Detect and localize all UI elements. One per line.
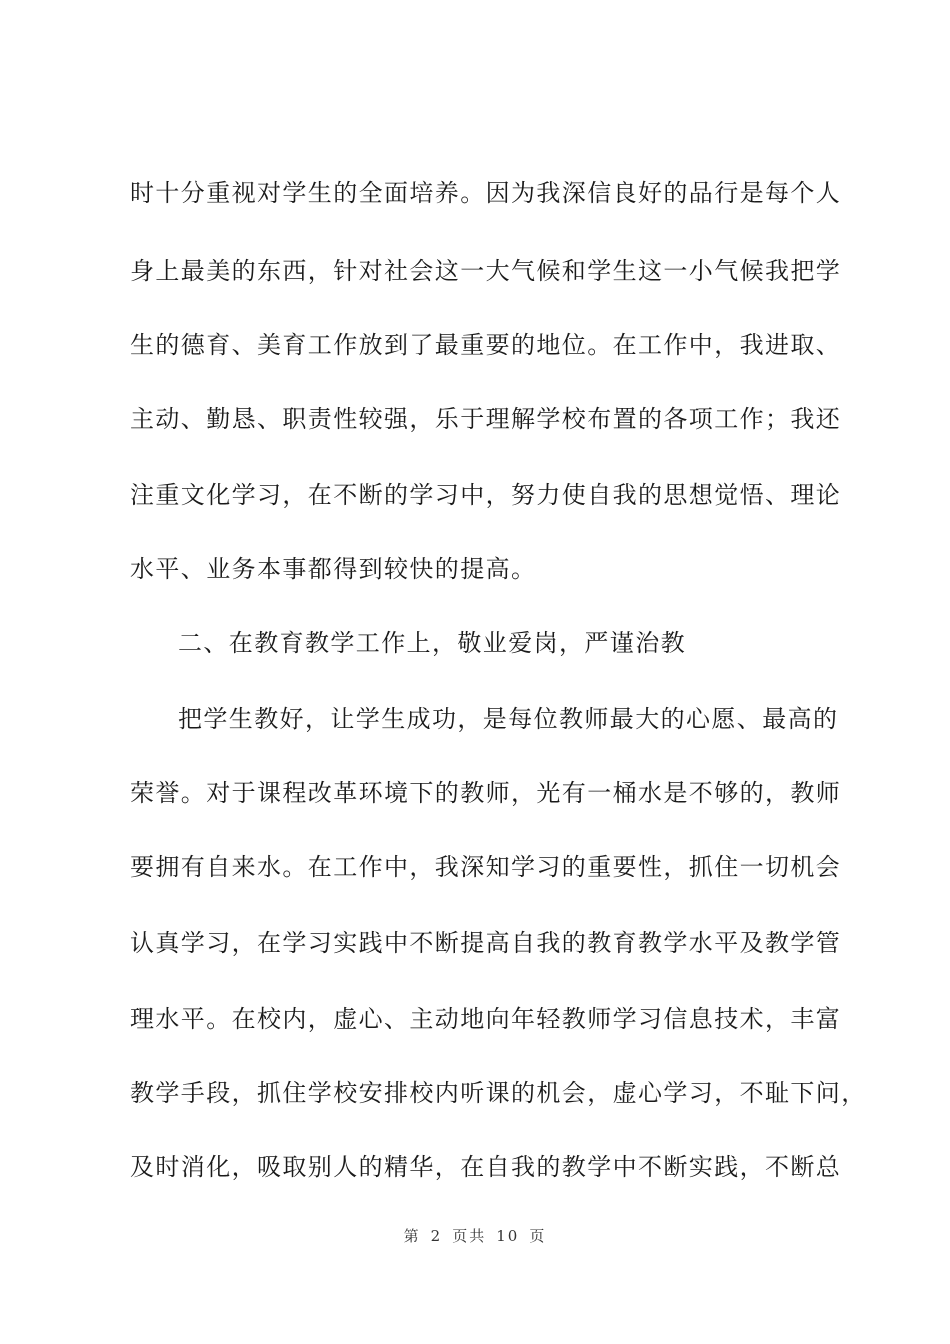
paragraph-line: 理水平。在校内，虚心、主动地向年轻教师学习信息技术，丰富 bbox=[130, 1005, 842, 1033]
paragraph-line: 主动、勤恳、职责性较强，乐于理解学校布置的各项工作；我还 bbox=[130, 405, 842, 433]
footer-mid: 页共 bbox=[452, 1227, 487, 1245]
paragraph-line: 水平、业务本事都得到较快的提高。 bbox=[130, 555, 537, 583]
paragraph-line: 认真学习，在学习实践中不断提高自我的教育教学水平及教学管 bbox=[130, 929, 842, 957]
paragraph-line: 注重文化学习，在不断的学习中，努力使自我的思想觉悟、理论 bbox=[130, 481, 842, 509]
paragraph-line: 教学手段，抓住学校安排校内听课的机会，虚心学习，不耻下问， bbox=[130, 1079, 867, 1107]
paragraph-line: 把学生教好，让学生成功，是每位教师最大的心愿、最高的 bbox=[178, 705, 839, 733]
page-footer bbox=[0, 1226, 950, 1246]
paragraph-line: 时十分重视对学生的全面培养。因为我深信良好的品行是每个人 bbox=[130, 179, 842, 207]
footer-page-number: 2 bbox=[430, 1227, 443, 1245]
paragraph-line: 身上最美的东西，针对社会这一大气候和学生这一小气候我把学 bbox=[130, 257, 842, 285]
paragraph-line: 生的德育、美育工作放到了最重要的地位。在工作中，我进取、 bbox=[130, 331, 842, 359]
footer-prefix: 第 bbox=[403, 1227, 421, 1245]
footer-suffix: 页 bbox=[529, 1227, 547, 1245]
paragraph-line: 要拥有自来水。在工作中，我深知学习的重要性，抓住一切机会 bbox=[130, 853, 842, 881]
paragraph-line: 及时消化，吸取别人的精华，在自我的教学中不断实践，不断总 bbox=[130, 1153, 842, 1181]
section-heading: 二、在教育教学工作上，敬业爱岗，严谨治教 bbox=[178, 629, 686, 657]
paragraph-line: 荣誉。对于课程改革环境下的教师，光有一桶水是不够的，教师 bbox=[130, 779, 842, 807]
footer-total-pages: 10 bbox=[496, 1227, 520, 1245]
